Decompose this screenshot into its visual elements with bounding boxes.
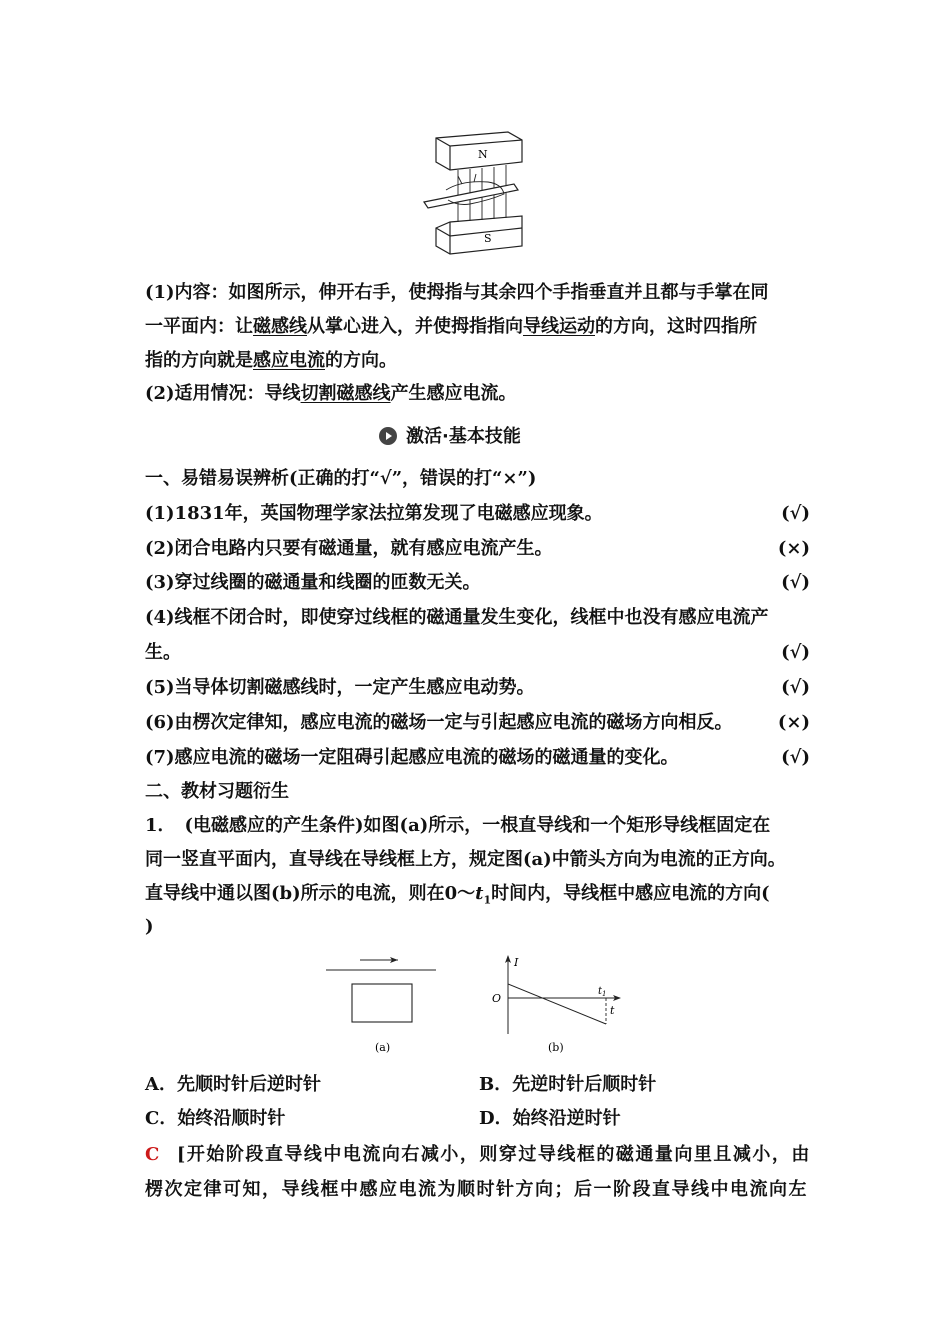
t1-tick-label: [598, 986, 607, 998]
judge-item-5: [145, 675, 810, 701]
judge-item-text: 生。: [145, 642, 181, 663]
question-text: 时间内，导线框中感应电流的方向(: [491, 883, 770, 904]
t1-symbol: t: [475, 883, 484, 904]
judge-item-text: (5)当导体切割磁感线时，一定产生感应电动势。: [145, 677, 535, 698]
rule-text: 的方向。: [325, 350, 397, 371]
n-pole-label: N: [478, 148, 488, 161]
t1-tick-subscript: 1: [602, 990, 607, 998]
option-b[interactable]: B．先逆时针后顺时针: [479, 1074, 657, 1095]
underlined-term: 切割磁感线: [300, 383, 391, 404]
option-d[interactable]: D．始终沿逆时针: [479, 1108, 621, 1129]
rule-line-1: (1)内容：如图所示，伸开右手，使拇指与其余四个手指垂直并且都与手掌在同: [145, 282, 769, 303]
judge-item-1: [145, 501, 810, 527]
t1-tick-symbol: t: [598, 986, 603, 997]
judge-mark: (√): [781, 642, 810, 663]
play-icon: [378, 426, 398, 446]
figure-b: [486, 952, 624, 1062]
judge-item-text: (4)线框不闭合时，即使穿过线框的磁通量发生变化，线框中也没有感应电流产: [145, 607, 769, 628]
judge-item-text: (6)由楞次定律知，感应电流的磁场一定与引起感应电流的磁场方向相反。: [145, 712, 733, 733]
answer-line-2: 楞次定律可知，导线框中感应电流为顺时针方向；后一阶段直导线中电流向左: [145, 1179, 808, 1200]
judge-item-text: (1)1831年，英国物理学家法拉第发现了电磁感应现象。: [145, 503, 603, 524]
judge-mark: (√): [781, 572, 810, 593]
part2-heading: 二、教材习题衍生: [145, 781, 289, 802]
judge-mark: (×): [777, 712, 810, 733]
rule-text: 指的方向就是: [145, 350, 253, 371]
underlined-term: 感应电流: [253, 350, 325, 371]
question-text: 直导线中通以图(b)所示的电流，则在0～: [145, 883, 476, 904]
rule-text: 从掌心进入，并使拇指指向: [307, 316, 523, 337]
underlined-term: 导线运动: [523, 316, 595, 337]
part1-heading: 一、易错易误辨析(正确的打“√”，错误的打“×”): [145, 468, 537, 489]
s-pole-label: S: [484, 232, 492, 245]
rule-line-4: [145, 381, 810, 407]
t1-subscript: 1: [483, 893, 492, 907]
judge-mark: (√): [781, 503, 810, 524]
right-hand-rule-figure: [418, 128, 530, 268]
judge-item-text: (3)穿过线圈的磁通量和线圈的匝数无关。: [145, 572, 481, 593]
judge-item-text: (2)闭合电路内只要有磁通量，就有感应电流产生。: [145, 538, 553, 559]
question-1-line-1: 1． (电磁感应的产生条件)如图(a)所示，一根直导线和一个矩形导线框固定在: [145, 815, 771, 836]
judge-item-4: [145, 605, 810, 631]
question-1-line-3: [145, 881, 810, 914]
rule-text: 一平面内：让: [145, 316, 253, 337]
rule-line-2: [145, 314, 810, 340]
axis-label-I: I: [514, 956, 519, 969]
underlined-term: 磁感线: [253, 316, 307, 337]
rule-text: (2)适用情况：导线: [145, 383, 301, 404]
question-1-line-2: 同一竖直平面内，直导线在导线框上方，规定图(a)中箭头方向为电流的正方向。: [145, 849, 786, 870]
judge-item-text: (7)感应电流的磁场一定阻碍引起感应电流的磁场的磁通量的变化。: [145, 747, 679, 768]
judge-item-2: [145, 536, 810, 562]
answer-text: [开始阶段直导线中电流向右减小，则穿过导线框的磁通量向里且减小，由: [176, 1144, 811, 1165]
answer-line-1: [145, 1142, 810, 1168]
answer-letter: C: [145, 1144, 161, 1165]
question-1-line-4: ): [145, 916, 154, 937]
judge-mark: (√): [781, 677, 810, 698]
option-c[interactable]: C．始终沿顺时针: [145, 1108, 286, 1129]
section-title: 激活·基本技能: [406, 426, 521, 447]
judge-item-6: [145, 710, 810, 736]
section-header: [378, 424, 521, 450]
rule-text: 的方向，这时四指所: [595, 316, 757, 337]
figure-b-label: (b): [548, 1041, 564, 1054]
figure-a: [320, 952, 440, 1062]
option-a[interactable]: A．先顺时针后逆时针: [145, 1074, 321, 1095]
origin-label: O: [492, 992, 502, 1005]
axis-label-t: t: [610, 1004, 615, 1017]
judge-item-4-cont: [145, 640, 810, 666]
judge-mark: (√): [781, 747, 810, 768]
judge-item-7: [145, 745, 810, 771]
rule-line-3: [145, 348, 810, 374]
rule-text: 产生感应电流。: [390, 383, 517, 404]
judge-item-3: [145, 570, 810, 596]
figure-a-label: (a): [375, 1041, 391, 1054]
judge-mark: (×): [777, 538, 810, 559]
